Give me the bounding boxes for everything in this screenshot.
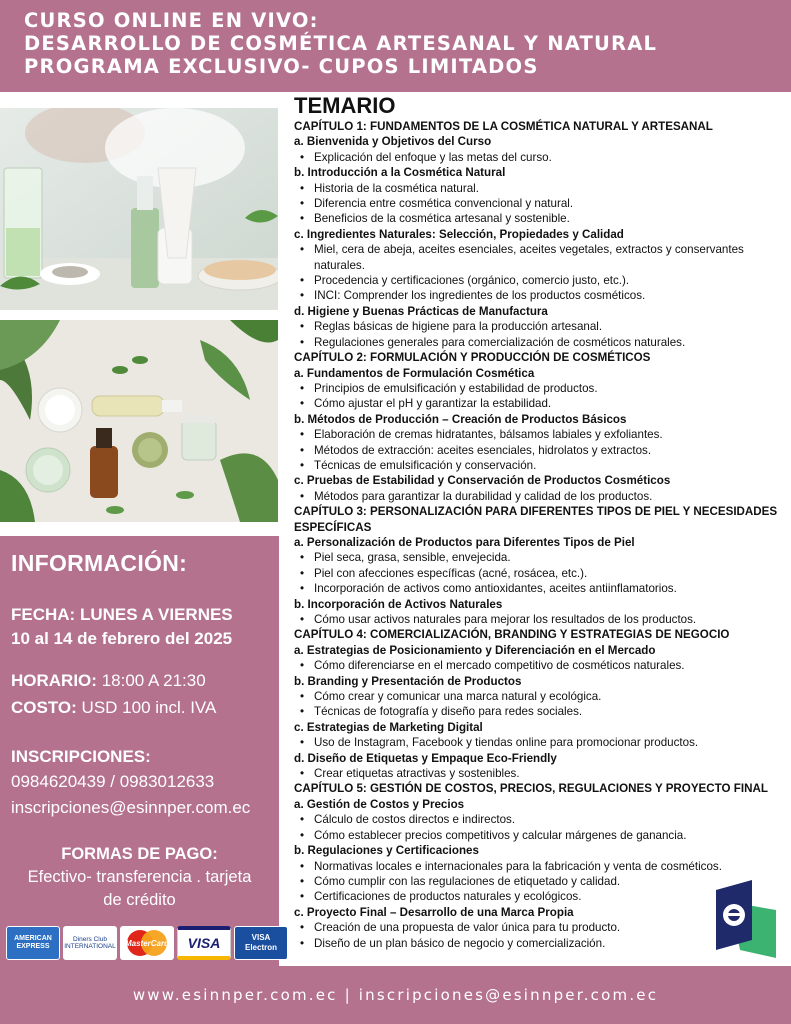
bullet-item: • Procedencia y certificaciones (orgánico, comercio justo, etc.). xyxy=(294,273,784,288)
bullet-item: • Cálculo de costos directos e indirectos. xyxy=(294,812,784,827)
bullet-item: • Cómo usar activos naturales para mejorar los resultados de los productos. xyxy=(294,612,784,627)
horario-row xyxy=(11,671,206,691)
chapter-heading: CAPÍTULO 3: PERSONALIZACIÓN PARA DIFERENTES TIPOS DE PIEL Y NECESIDADES xyxy=(294,505,778,519)
bullet-item: • Principios de emulsificación y estabilidad de productos. xyxy=(294,381,784,396)
fecha-label: FECHA: LUNES A VIERNES xyxy=(11,605,233,624)
section-heading: b. Métodos de Producción – Creación de Productos Básicos xyxy=(294,412,627,426)
bullet-item: • Cómo establecer precios competitivos y calcular márgenes de ganancia. xyxy=(294,828,784,843)
visa-electron-card-label: VISA Electron xyxy=(244,933,277,952)
section-heading: a. Fundamentos de Formulación Cosmética xyxy=(294,366,535,380)
header-line-2: DESARROLLO DE COSMÉTICA ARTESANAL Y NATURAL xyxy=(24,32,658,55)
bullet-item: • Cómo crear y comunicar una marca natural y ecológica. xyxy=(294,689,784,704)
bullet-item: • Historia de la cosmética natural. xyxy=(294,181,784,196)
section-heading: b. Introducción a la Cosmética Natural xyxy=(294,166,506,180)
amex-card-icon xyxy=(6,926,60,960)
phone-numbers: 0984620439 / 0983012633 xyxy=(11,772,215,791)
natural-cosmetics-flatlay-photo xyxy=(0,320,278,522)
temario-title: TEMARIO xyxy=(294,93,396,118)
bullet-item: • Certificaciones de productos naturales y ecológicos. xyxy=(294,889,784,904)
bullet-item: • Explicación del enfoque y las metas del curso. xyxy=(294,150,784,165)
mastercard-card-icon xyxy=(120,926,174,960)
costo-label: COSTO: xyxy=(11,698,77,717)
bullet-item: • Creación de una propuesta de valor única para tu producto. xyxy=(294,920,784,935)
visa-card-icon xyxy=(177,926,231,960)
formas-de-pago-line-2: de crédito xyxy=(103,891,176,909)
information-panel xyxy=(0,536,279,966)
visa-electron-card-icon xyxy=(234,926,288,960)
costo-row xyxy=(11,698,216,718)
information-title: INFORMACIÓN: xyxy=(11,550,188,576)
bullet-item: • Métodos para garantizar la durabilidad y calidad de los productos. xyxy=(294,489,784,504)
inscripciones-email[interactable]: inscripciones@esinnper.com.ec xyxy=(11,798,251,817)
bullet-item: • Reglas básicas de higiene para la producción artesanal. xyxy=(294,319,784,334)
temario-lines xyxy=(294,119,784,951)
section-heading: a. Personalización de Productos para Diferentes Tipos de Piel xyxy=(294,535,635,549)
bullet-item: • Diseño de un plan básico de negocio y comercialización. xyxy=(294,936,784,951)
chapter-heading: CAPÍTULO 4: COMERCIALIZACIÓN, BRANDING Y ESTRATEGIAS DE NEGOCIO xyxy=(294,628,730,642)
bullet-item: • Diferencia entre cosmética convencional y natural. xyxy=(294,196,784,211)
payment-cards-row xyxy=(6,926,288,962)
section-heading: a. Bienvenida y Objetivos del Curso xyxy=(294,135,492,149)
section-heading: c. Proyecto Final – Desarrollo de una Marca Propia xyxy=(294,905,574,919)
section-heading: a. Estrategias de Posicionamiento y Diferenciación en el Mercado xyxy=(294,643,656,657)
section-heading: c. Estrategias de Marketing Digital xyxy=(294,720,483,734)
mastercard-card-label: MasterCard xyxy=(124,938,169,948)
chapter-heading: ESPECÍFICAS xyxy=(294,520,372,534)
bullet-item: • INCI: Comprender los ingredientes de los productos cosméticos. xyxy=(294,288,784,303)
flatlay-illustration xyxy=(0,320,278,522)
bullet-item: • Cómo ajustar el pH y garantizar la estabilidad. xyxy=(294,396,784,411)
diners-card-icon xyxy=(63,926,117,960)
costo-value: USD 100 incl. IVA xyxy=(81,698,217,717)
section-heading: b. Regulaciones y Certificaciones xyxy=(294,844,479,858)
formas-de-pago-line-1: Efectivo- transferencia . tarjeta xyxy=(27,868,252,886)
bullet-item: • Uso de Instagram, Facebook y tiendas online para promocionar productos. xyxy=(294,735,784,750)
bullet-item: • Piel con afecciones específicas (acné, rosácea, etc.). xyxy=(294,566,784,581)
bullet-item: • Técnicas de emulsificación y conservación. xyxy=(294,458,784,473)
fecha-dates: 10 al 14 de febrero del 2025 xyxy=(11,629,233,648)
section-heading: d. Higiene y Buenas Prácticas de Manufactura xyxy=(294,304,548,318)
section-heading: b. Incorporación de Activos Naturales xyxy=(294,597,503,611)
temario-section xyxy=(294,93,784,951)
header-banner xyxy=(0,0,791,92)
inscripciones-label: INSCRIPCIONES: xyxy=(11,747,151,766)
bullet-item: • Métodos de extracción: aceites esenciales, hidrolatos y extractos. xyxy=(294,443,784,458)
bullet-item: • Piel seca, grasa, sensible, envejecida. xyxy=(294,550,784,565)
formas-de-pago-label: FORMAS DE PAGO: xyxy=(61,845,218,863)
header-line-3: PROGRAMA EXCLUSIVO- CUPOS LIMITADOS xyxy=(24,55,539,78)
bullet-continuation: naturales. xyxy=(314,258,365,272)
section-heading: d. Diseño de Etiquetas y Empaque Eco-Friendly xyxy=(294,751,557,765)
amex-card-label: AMERICAN EXPRESS xyxy=(14,935,52,950)
visa-card-label: VISA xyxy=(187,935,221,951)
diners-card-label: Diners Club INTERNATIONAL xyxy=(64,936,116,950)
chapter-heading: CAPÍTULO 1: FUNDAMENTOS DE LA COSMÉTICA NATURAL Y ARTESANAL xyxy=(294,120,713,133)
chapter-heading: CAPÍTULO 5: GESTIÓN DE COSTOS, PRECIOS, REGULACIONES Y PROYECTO FINAL xyxy=(294,782,768,796)
section-heading: b. Branding y Presentación de Productos xyxy=(294,674,522,688)
cosmetics-lab-photo xyxy=(0,108,278,310)
bullet-item: • Normativas locales e internacionales para la fabricación y venta de cosméticos. xyxy=(294,859,784,874)
section-heading: a. Gestión de Costos y Precios xyxy=(294,797,465,811)
footer-banner xyxy=(0,966,791,1024)
esinnper-logo-icon xyxy=(716,880,776,958)
footer-contact-text[interactable]: www.esinnper.com.ec | inscripciones@esinnper.com.ec xyxy=(132,986,659,1004)
bullet-item: • Cómo diferenciarse en el mercado competitivo de cosméticos naturales. xyxy=(294,658,784,673)
horario-label: HORARIO: xyxy=(11,671,97,690)
bullet-item: • Miel, cera de abeja, aceites esenciales, aceites vegetales, extractos y conservantes xyxy=(294,242,784,257)
header-line-1: CURSO ONLINE EN VIVO: xyxy=(24,9,319,32)
bullet-item: • Beneficios de la cosmética artesanal y sostenible. xyxy=(294,211,784,226)
bullet-item: • Regulaciones generales para comercialización de cosméticos naturales. xyxy=(294,335,784,350)
section-heading: c. Ingredientes Naturales: Selección, Propiedades y Calidad xyxy=(294,227,624,241)
bullet-item: • Incorporación de activos como antioxidantes, aceites antiinflamatorios. xyxy=(294,581,784,596)
horario-value: 18:00 A 21:30 xyxy=(101,671,206,690)
bullet-item: • Elaboración de cremas hidratantes, bálsamos labiales y exfoliantes. xyxy=(294,427,784,442)
bullet-item: • Crear etiquetas atractivas y sostenibles. xyxy=(294,766,784,781)
cosmetics-lab-illustration xyxy=(0,108,278,310)
section-heading: c. Pruebas de Estabilidad y Conservación de Productos Cosméticos xyxy=(294,474,671,488)
bullet-item: • Cómo cumplir con las regulaciones de etiquetado y calidad. xyxy=(294,874,784,889)
bullet-item: • Técnicas de fotografía y diseño para redes sociales. xyxy=(294,704,784,719)
chapter-heading: CAPÍTULO 2: FORMULACIÓN Y PRODUCCIÓN DE COSMÉTICOS xyxy=(294,351,651,365)
